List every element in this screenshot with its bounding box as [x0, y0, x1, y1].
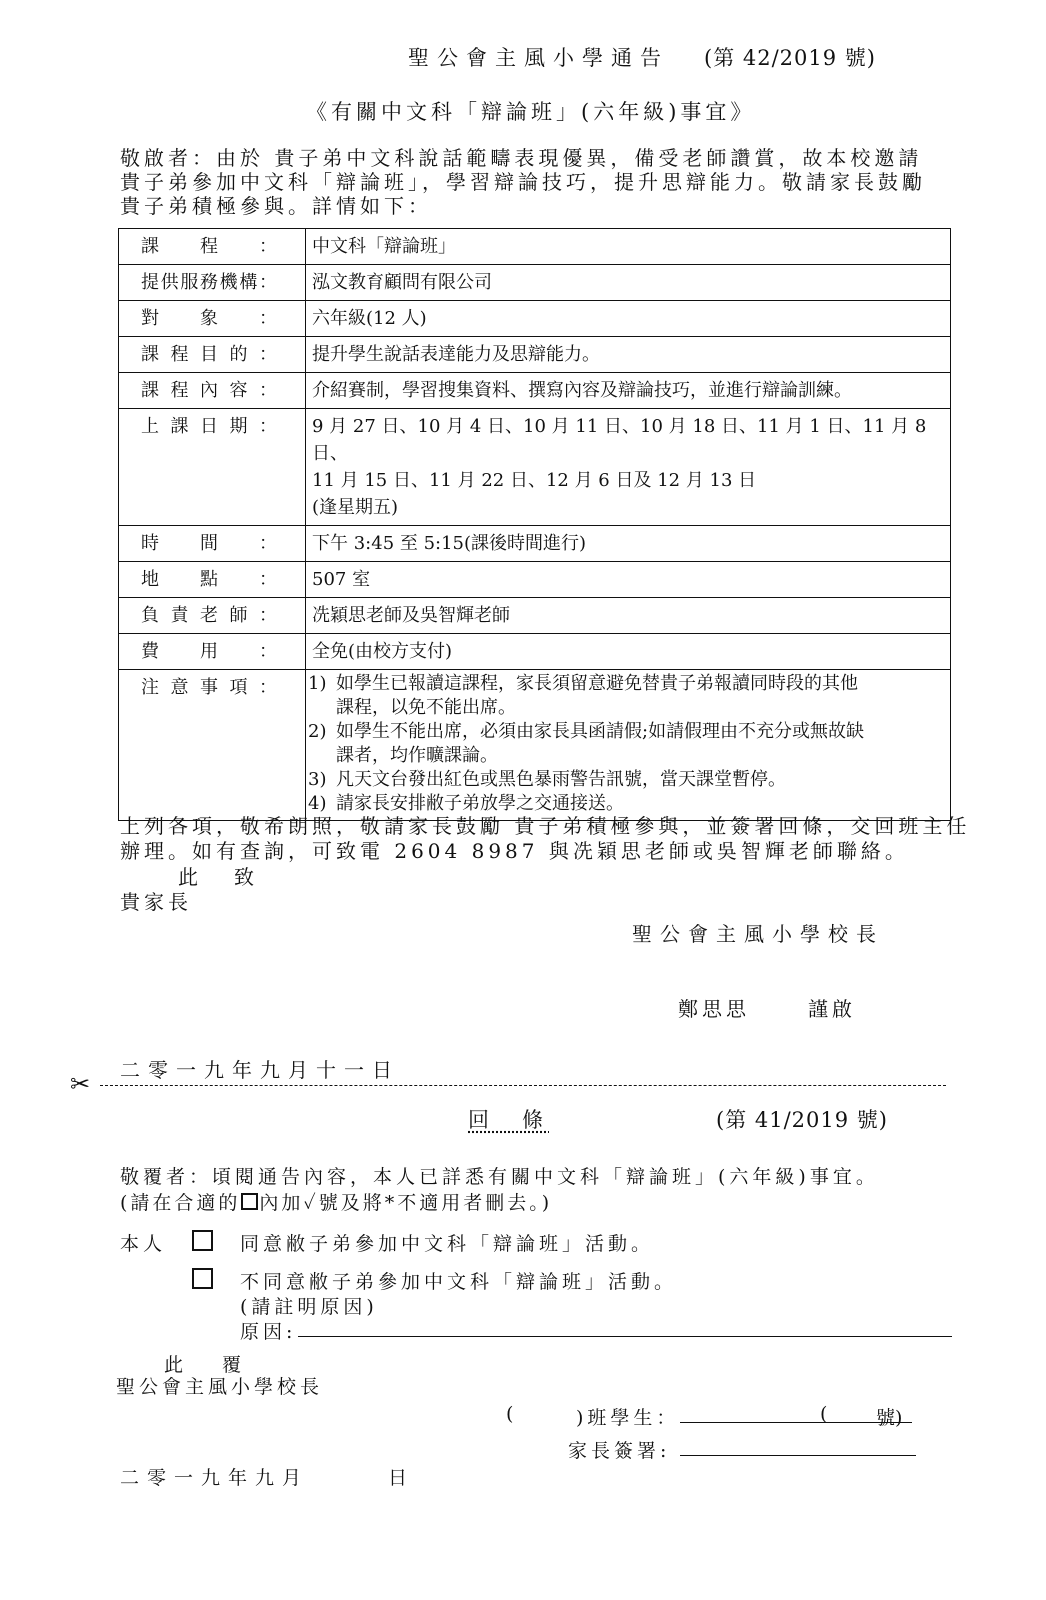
reply-date: 二零一九年九月 — [120, 1467, 310, 1489]
row-value: 中文科「辯論班」 — [306, 229, 951, 265]
reply-title: 回 條 — [468, 1108, 549, 1132]
option-agree-label: 同意敝子弟參加中文科「辯論班」活動。 — [240, 1233, 655, 1255]
disagree-checkbox[interactable] — [192, 1268, 213, 1289]
table-row — [119, 562, 951, 598]
table-row — [119, 265, 951, 301]
date-line: (逢星期五) — [312, 497, 399, 518]
principal-title: 聖公會主風小學校長 — [632, 922, 884, 946]
table-row — [119, 301, 951, 337]
option-disagree-label: 不同意敝子弟參加中文科「辯論班」活動。 — [240, 1271, 678, 1293]
respect-closing: 謹啟 — [808, 997, 856, 1021]
reply-instructions: (請在合適的 內加✓號及將*不適用者刪去。) — [120, 1192, 553, 1214]
class-open-paren: ( — [506, 1403, 514, 1425]
row-label: 課程目的： — [119, 337, 306, 373]
row-label: 對象： — [119, 301, 306, 337]
row-value — [306, 409, 951, 526]
row-value: 507 室 — [306, 562, 951, 598]
notes-cell — [306, 670, 951, 821]
row-label: 時間： — [119, 526, 306, 562]
table-row — [119, 598, 951, 634]
notice-heading: 聖公會主風小學通告 — [408, 46, 669, 70]
reason-label: 原因: — [240, 1321, 297, 1343]
checkbox-sample-icon — [241, 1193, 258, 1210]
reply-addressee: 聖公會主風小學校長 — [116, 1376, 324, 1398]
agree-checkbox[interactable] — [192, 1230, 213, 1251]
row-label: 上課日期： — [119, 409, 306, 526]
row-value: 泓文教育顧問有限公司 — [306, 265, 951, 301]
note-item: 4) 請家長安排敝子弟放學之交通接送。 — [308, 793, 624, 814]
row-value: 六年級(12 人) — [306, 301, 951, 337]
row-value: 介紹賽制，學習搜集資料、撰寫內容及辯論技巧，並進行辯論訓練。 — [306, 373, 951, 409]
row-label: 課程內容： — [119, 373, 306, 409]
self-label: 本人 — [120, 1233, 167, 1255]
notice-subject: 《有關中文科「辯論班」(六年級)事宜》 — [306, 100, 756, 124]
note-item-cont: 課程，以免不能出席。 — [336, 697, 516, 718]
class-label: )班學生： — [576, 1407, 680, 1429]
table-row — [119, 409, 951, 526]
table-row — [119, 373, 951, 409]
closing-line-1: 上列各項，敬希朗照，敬請家長鼓勵 貴子弟積極參與，並簽署回條，交回班主任 — [120, 814, 971, 838]
parent-sign-label: 家長簽署: — [568, 1440, 671, 1462]
row-label: 地點： — [119, 562, 306, 598]
note-item-cont: 課者，均作曠課論。 — [336, 745, 498, 766]
note-item: 3) 凡天文台發出紅色或黑色暴雨警告訊號，當天課堂暫停。 — [308, 769, 786, 790]
reason-input-line[interactable] — [298, 1336, 952, 1337]
row-value: 冼穎思老師及吳智輝老師 — [306, 598, 951, 634]
notice-number: (第 42/2019 號) — [704, 46, 876, 70]
row-value: 全免(由校方支付) — [306, 634, 951, 670]
row-label: 負責老師： — [119, 598, 306, 634]
table-row — [119, 337, 951, 373]
student-no-open: ( — [820, 1403, 828, 1425]
ci-fu: 此 覆 — [164, 1354, 252, 1376]
table-row — [119, 634, 951, 670]
reply-date-day: 日 — [388, 1467, 408, 1489]
ci-zhi: 此 致 — [178, 865, 262, 889]
recipient: 貴家長 — [120, 890, 192, 914]
intro-line-1: 敬啟者：由於 貴子弟中文科說話範疇表現優異，備受老師讚賞，故本校邀請 — [120, 146, 923, 170]
principal-name: 鄭思思 — [678, 997, 750, 1021]
intro-line-3: 貴子弟積極參與。詳情如下： — [120, 194, 432, 218]
checkmark-icon: ✓ — [303, 1192, 319, 1214]
give-reason-note: (請註明原因) — [240, 1296, 378, 1318]
scissors-icon: ✂ — [70, 1070, 91, 1098]
reply-notice-number: (第 41/2019 號) — [716, 1108, 888, 1132]
student-no-close: 號) — [876, 1407, 903, 1429]
intro-line-2: 貴子弟參加中文科「辯論班」，學習辯論技巧，提升思辯能力。敬請家長鼓勵 — [120, 170, 926, 194]
table-row — [119, 229, 951, 265]
row-label: 提供服務機構： — [119, 265, 306, 301]
row-label: 注意事項： — [119, 670, 306, 821]
note-item: 1) 如學生已報讀這課程，家長須留意避免替貴子弟報讀同時段的其他 — [308, 673, 858, 694]
closing-line-2: 辦理。如有查詢，可致電 2604 8987 與冼穎思老師或吳智輝老師聯絡。 — [120, 839, 909, 863]
date-line: 9 月 27 日、10 月 4 日、10 月 11 日、10 月 18 日、11 月 1 日、11 月 8 日、 — [312, 416, 927, 464]
notice-date: 二零一九年九月十一日 — [120, 1058, 400, 1082]
parent-signature-line[interactable] — [680, 1455, 916, 1456]
row-value: 提升學生說話表達能力及思辯能力。 — [306, 337, 951, 373]
reply-line-1: 敬覆者：頃閱通告內容，本人已詳悉有關中文科「辯論班」(六年級)事宜。 — [120, 1166, 879, 1188]
note-item: 2) 如學生不能出席，必須由家長具函請假;如請假理由不充分或無故缺 — [308, 721, 865, 742]
row-label: 課程： — [119, 229, 306, 265]
table-row — [119, 670, 951, 821]
cut-line — [100, 1085, 946, 1086]
row-label: 費用： — [119, 634, 306, 670]
row-value: 下午 3:45 至 5:15(課後時間進行) — [306, 526, 951, 562]
table-row — [119, 526, 951, 562]
course-details-table — [118, 228, 951, 821]
date-line: 11 月 15 日、11 月 22 日、12 月 6 日及 12 月 13 日 — [312, 470, 757, 491]
